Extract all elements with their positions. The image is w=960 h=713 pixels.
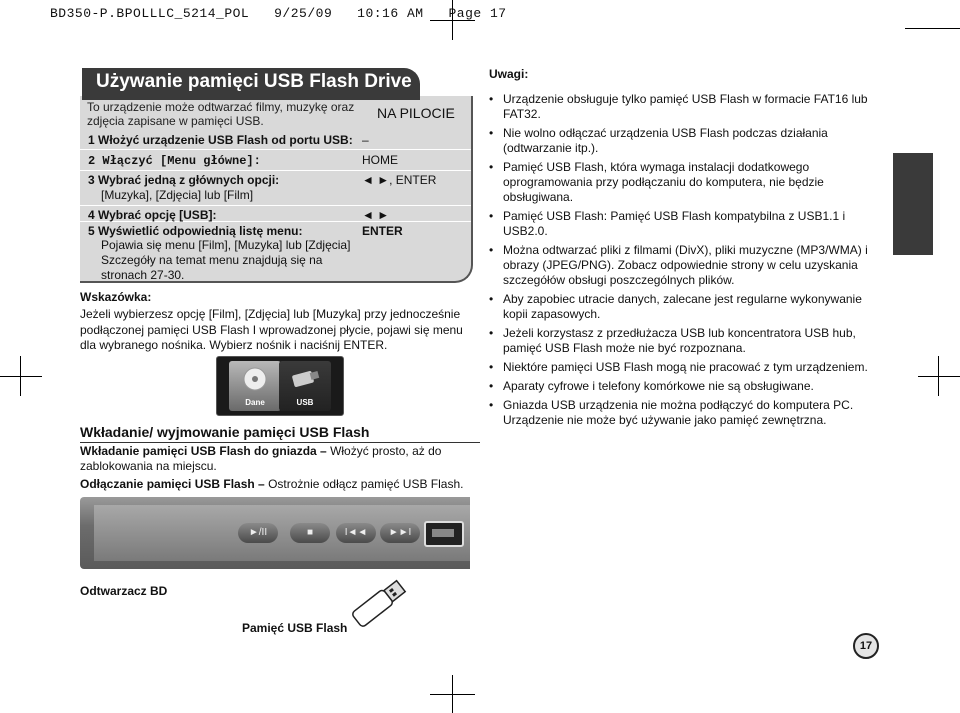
crop-mark — [0, 376, 42, 377]
step-2: 2 Włączyć [Menu główne]: — [88, 154, 261, 168]
bd-player-illustration — [80, 497, 470, 569]
usb-port — [424, 521, 464, 547]
crop-mark — [430, 694, 475, 695]
crop-mark — [918, 376, 960, 377]
note-item: • Gniazda USB urządzenia nie można podłączyć do komputera PC. Urządzenie nie może być używanie jako pamięć zewnętrzna. — [489, 398, 885, 428]
play-pause-button: ►/II — [238, 523, 278, 543]
note-item: • Pamięć USB Flash: Pamięć USB Flash kompatybilna z USB1.1 i USB2.0. — [489, 209, 885, 239]
note-item: • Urządzenie obsługuje tylko pamięć USB Flash w formacie FAT16 lub FAT32. — [489, 92, 885, 122]
divider — [80, 170, 471, 171]
player-front-panel — [94, 505, 470, 561]
step-3-remote: ◄ ►, ENTER — [362, 173, 437, 187]
step-5-sub: Pojawia się menu [Film], [Muzyka] lub [Zdjęcia] Szczegóły na temat menu znajdują się na stronach 27-30. — [101, 238, 351, 282]
menu-tile-data: Dane — [229, 361, 281, 411]
notes-list — [489, 92, 885, 432]
step-3-sub: [Muzyka], [Zdjęcia] lub [Film] — [101, 188, 254, 202]
usb-flash-drive-icon — [344, 572, 414, 632]
caption-usb-flash: Pamięć USB Flash — [242, 621, 348, 635]
note-item: • Nie wolno odłączać urządzenia USB Flash podczas działania (odtwarzanie itp.). — [489, 126, 885, 156]
remove-instructions: Odłączanie pamięci USB Flash – Ostrożnie odłącz pamięć USB Flash. — [80, 477, 464, 491]
remote-header: NA PILOCIE — [377, 105, 455, 121]
chapter-tab — [893, 153, 933, 255]
disc-icon — [229, 361, 281, 395]
print-header: BD350-P.BPOLLLC_5214_POL 9/25/09 10:16 AM Page 17 — [50, 6, 507, 21]
hint-text: Jeżeli wybierzesz opcję [Film], [Zdjęcia] lub [Muzyka] przy jednocześnie podłączonej pamięci USB Flash I wprowadzonej płycie, pojawi się menu dla wybranego nośnika. Wybierz nośnik i naciśnij ENTER. — [80, 307, 463, 352]
usb-stick-icon — [279, 361, 331, 395]
insert-title: Wkładanie/ wyjmowanie pamięci USB Flash — [80, 424, 370, 440]
note-item: • Jeżeli korzystasz z przedłużacza USB lub koncentratora USB hub, pamięć USB Flash może nie być rozpoznana. — [489, 326, 885, 356]
notes-heading: Uwagi: — [489, 67, 529, 81]
hint-heading: Wskazówka: — [80, 290, 152, 304]
stop-button: ■ — [290, 523, 330, 543]
prev-button: I◄◄ — [336, 523, 376, 543]
section-title: Używanie pamięci USB Flash Drive — [96, 71, 412, 92]
insert-instructions: Wkładanie pamięci USB Flash do gniazda – Włożyć prosto, aż do zablokowania na miejscu. — [80, 444, 442, 473]
step-5-remote: ENTER — [362, 224, 403, 238]
note-item: • Niektóre pamięci USB Flash mogą nie pracować z tym urządzeniem. — [489, 360, 885, 375]
step-3: 3 Wybrać jedną z głównych opcji: — [88, 173, 280, 187]
note-item: • Aby zapobiec utracie danych, zalecane jest regularne wykonywanie kopii zapasowych. — [489, 292, 885, 322]
step-1: 1 Włożyć urządzenie USB Flash od portu USB: — [88, 133, 353, 147]
step-4: 4 Wybrać opcję [USB]: — [88, 208, 217, 222]
menu-tile-usb: USB — [279, 361, 331, 411]
step-5: 5 Wyświetlić odpowiednią listę menu: — [88, 224, 303, 238]
menu-screenshot — [216, 356, 344, 416]
divider — [80, 149, 471, 150]
section-title-banner — [82, 68, 420, 100]
note-item: • Aparaty cyfrowe i telefony komórkowe nie są obsługiwane. — [489, 379, 885, 394]
note-item: • Można odtwarzać pliki z filmami (DivX), pliki muzyczne (MP3/WMA) i obrazy (JPEG/PNG). Zobacz odpowiednie strony w celu uzyskania szczegółów obsługi poszczególnych plików. — [489, 243, 885, 288]
usage-intro: To urządzenie może odtwarzać filmy, muzykę oraz zdjęcia zapisane w pamięci USB. — [87, 100, 355, 128]
title-rule — [80, 442, 480, 443]
page-number: 17 — [853, 633, 879, 659]
caption-bd-player: Odtwarzacz BD — [80, 584, 168, 598]
note-item: • Pamięć USB Flash, która wymaga instalacji dodatkowego oprogramowania przy podłączaniu do komputera, nie będzie obsługiwana. — [489, 160, 885, 205]
step-2-remote: HOME — [362, 153, 398, 167]
divider — [80, 205, 471, 206]
crop-mark — [905, 28, 960, 29]
step-1-remote: – — [362, 133, 369, 147]
step-4-remote: ◄ ► — [362, 208, 390, 222]
next-button: ►►I — [380, 523, 420, 543]
